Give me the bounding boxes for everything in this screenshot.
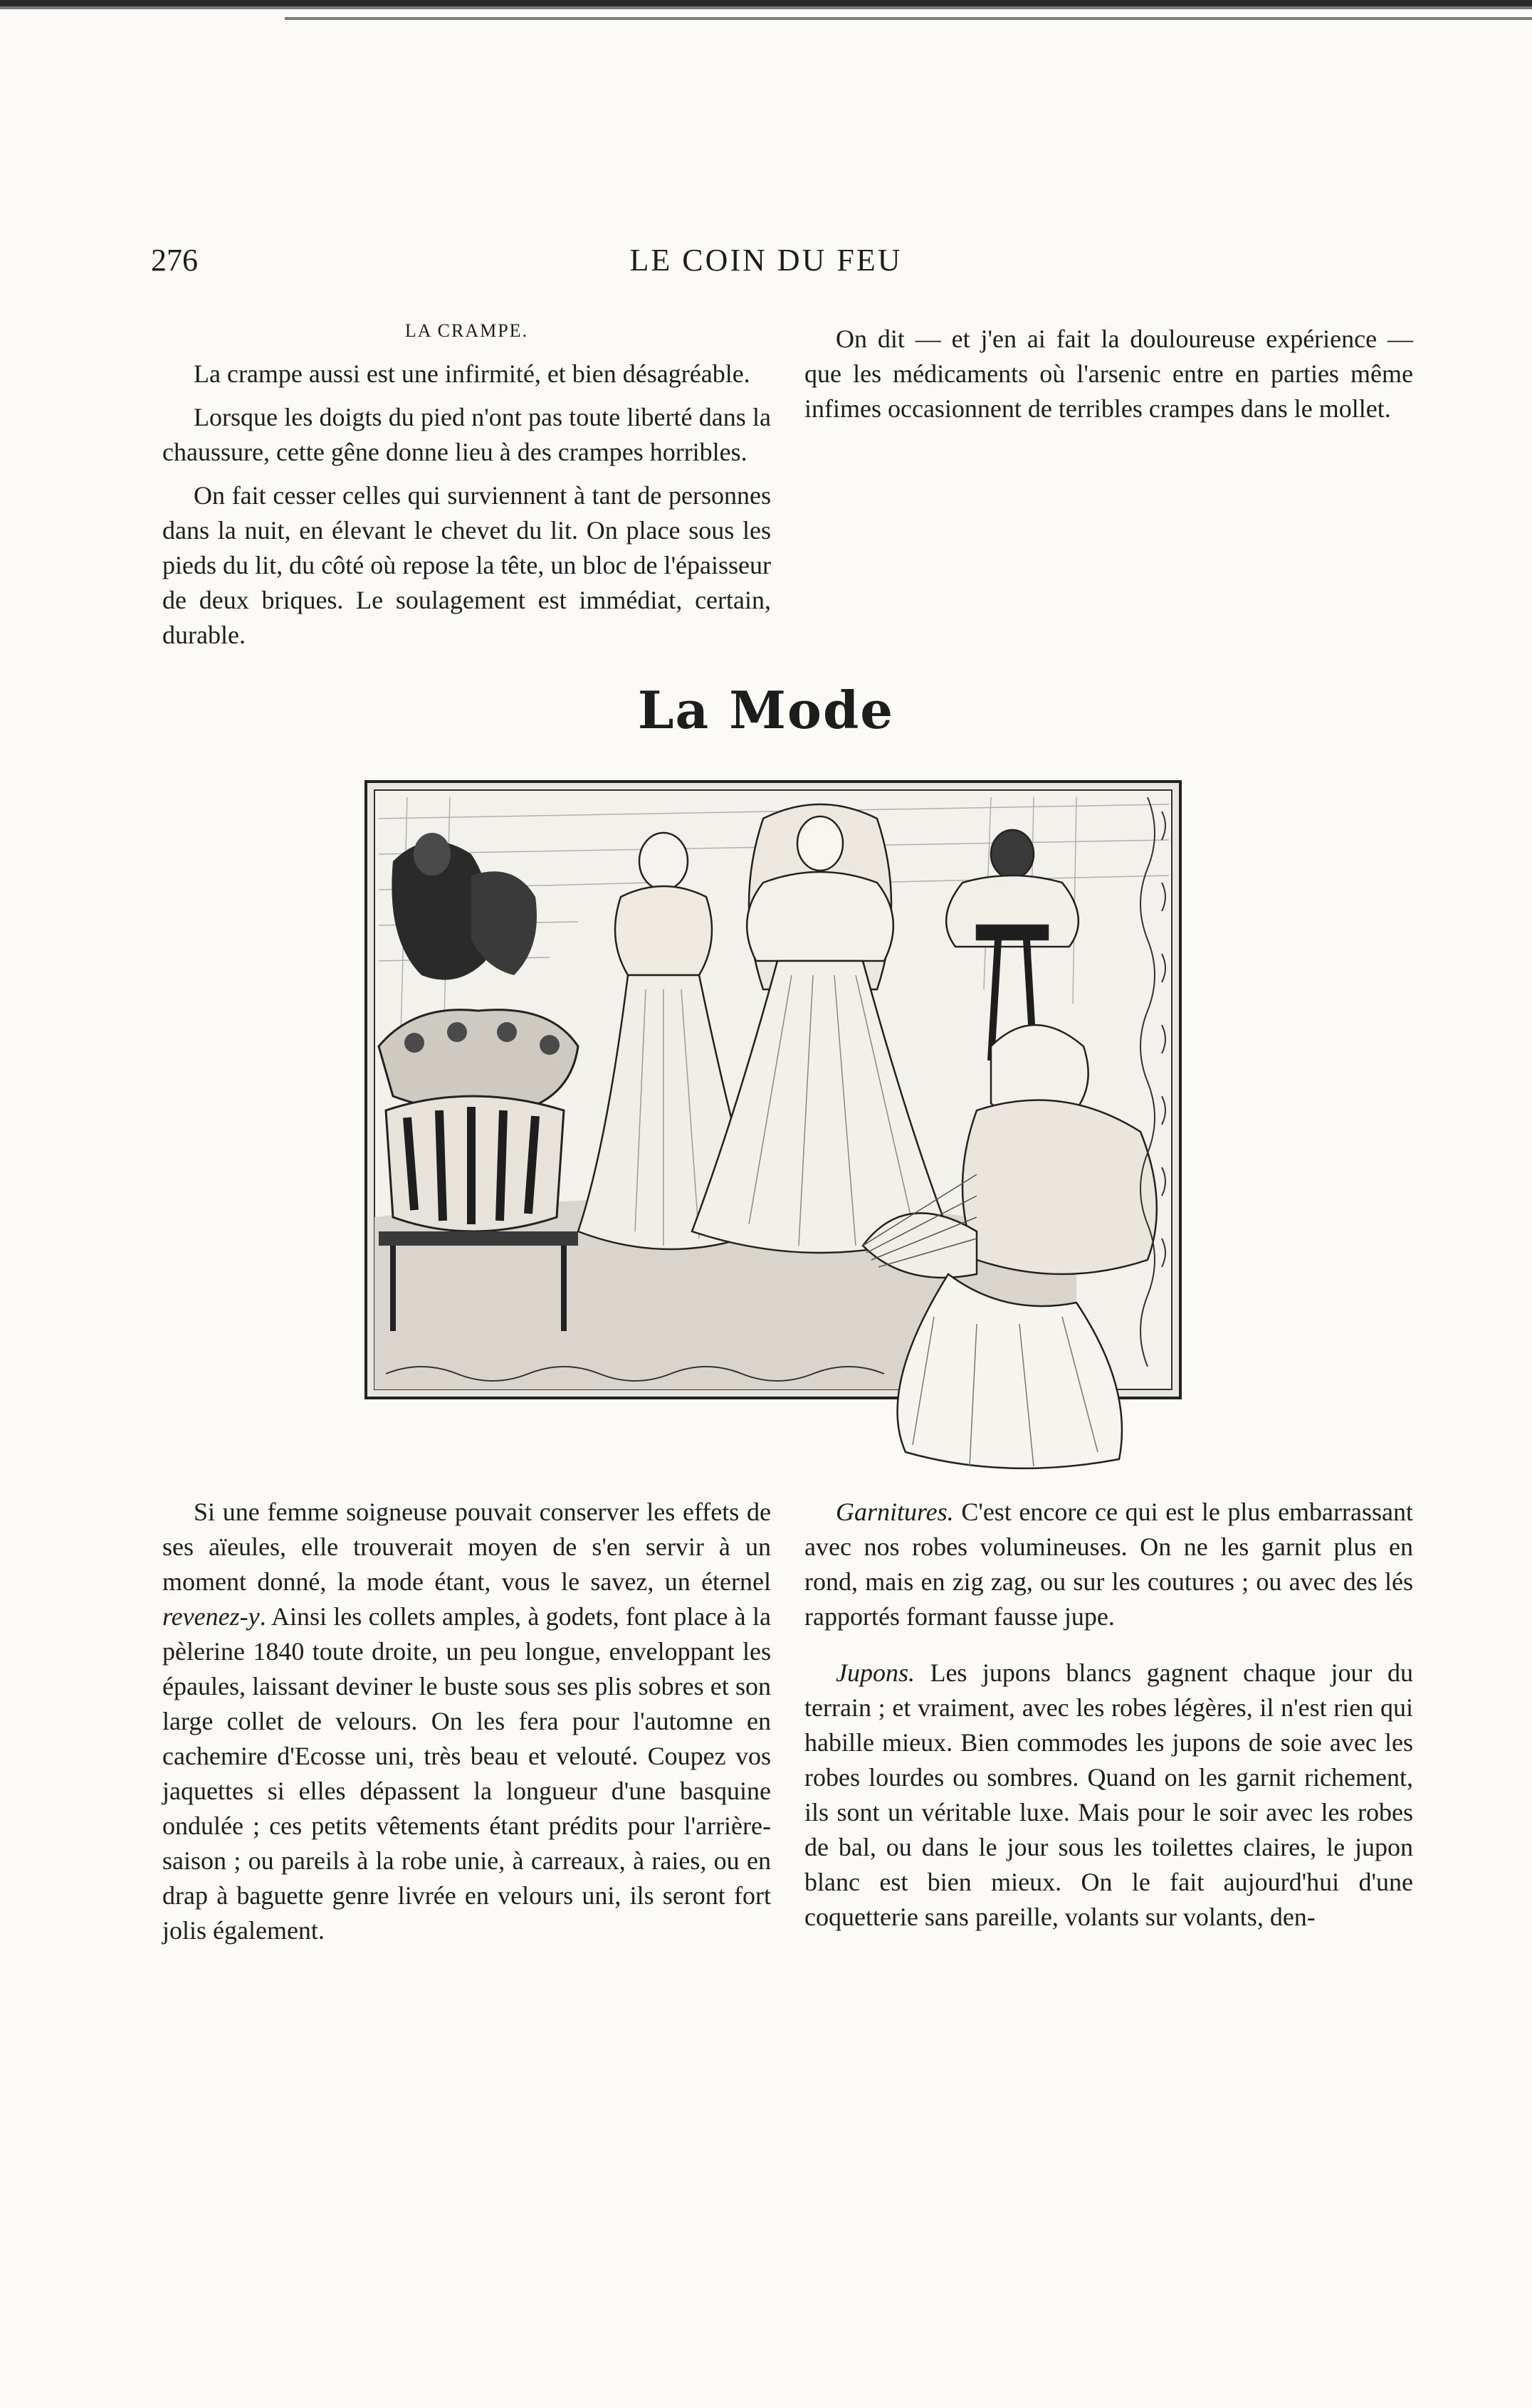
page-number: 276 xyxy=(151,243,198,278)
crampe-paragraph-1: La crampe aussi est une infirmité, et bien désagréable. xyxy=(194,359,750,388)
garnitures-label: Garnitures. xyxy=(836,1498,954,1526)
crampe-paragraph-3: On fait cesser celles qui surviennent à tant de personnes dans la nuit, en élevant le chevet du lit. On place sous les pieds du lit, du côté où repose la tête, un bloc de l'épaisseur de deux briques. Le soulagement est immédiat, certain, durable. xyxy=(162,481,771,649)
top-border-rule-secondary xyxy=(285,17,1532,20)
fashion-illustration xyxy=(364,776,1207,1488)
mode-paragraph-1 xyxy=(162,1495,771,1948)
jupons-label: Jupons. xyxy=(836,1658,915,1687)
mode-paragraph-1-rest: . Ainsi les collets amples, à godets, font place à la pèlerine 1840 toute droite, un peu longue, enveloppant les épaules, laissant deviner le buste sous ses plis sobres et son large collet de velours. On les fera pour l'automne en cachemire d'Ecosse uni, très beau et velouté. Coupez vos jaquettes si elles dépassent la longueur d'une basquine ondulée ; ces petits vêtements étant prédits pour l'arrière-saison ; ou pareils à la robe unie, à carreaux, à raies, ou en drap à baguette genre livrée en velours uni, ils seront fort jolis également. xyxy=(162,1602,771,1945)
garnitures-text: C'est encore ce qui est le plus embarrassant avec nos robes volumineuses. On ne les garnit plus en rond, mais en zig zag, ou sur les coutures ; ou avec des lés rapportés formant fausse jupe. xyxy=(804,1498,1413,1631)
crampe-paragraph-4: On dit — et j'en ai fait la douloureuse expérience — que les médicaments où l'arsenic entre en parties même infimes occasionnent de terribles crampes dans le mollet. xyxy=(804,325,1413,423)
crampe-heading: LA CRAMPE. xyxy=(404,320,529,341)
illustration-svg xyxy=(364,776,1207,1488)
mode-column-right xyxy=(804,1495,1413,1935)
garnitures-paragraph xyxy=(804,1495,1413,1634)
crampe-paragraph-2: Lorsque les doigts du pied n'ont pas toute liberté dans la chaussure, cette gêne donne lieu à des crampes horribles. xyxy=(162,403,771,466)
jupons-paragraph xyxy=(804,1656,1413,1935)
revenez-y-phrase: revenez-y xyxy=(162,1602,260,1631)
crampe-column-right xyxy=(804,313,1413,426)
section-title: La Mode xyxy=(637,680,895,740)
mode-paragraph-1-start: Si une femme soigneuse pouvait conserver les effets de ses aïeules, elle trouverait moyen de s'en servir à un moment donné, la mode étant, vous le savez, un éternel xyxy=(162,1498,771,1596)
top-border-rule xyxy=(0,0,1532,16)
mode-column-left xyxy=(162,1495,771,1948)
jupons-text: Les jupons blancs gagnent chaque jour du terrain ; et vraiment, avec les robes légères, il n'est rien qui habille mieux. Bien commodes les jupons de soie avec les robes lourdes ou sombres. Quand on les garnit richement, ils sont un véritable luxe. Mais pour le soir avec les robes de bal, ou dans le jour sous les toilettes claires, le jupon blanc est bien mieux. On le fait aujourd'hui d'une coquetterie sans pareille, volants sur volants, den- xyxy=(804,1658,1413,1931)
crampe-column-left xyxy=(162,313,771,649)
running-title: LE COIN DU FEU xyxy=(629,243,903,278)
